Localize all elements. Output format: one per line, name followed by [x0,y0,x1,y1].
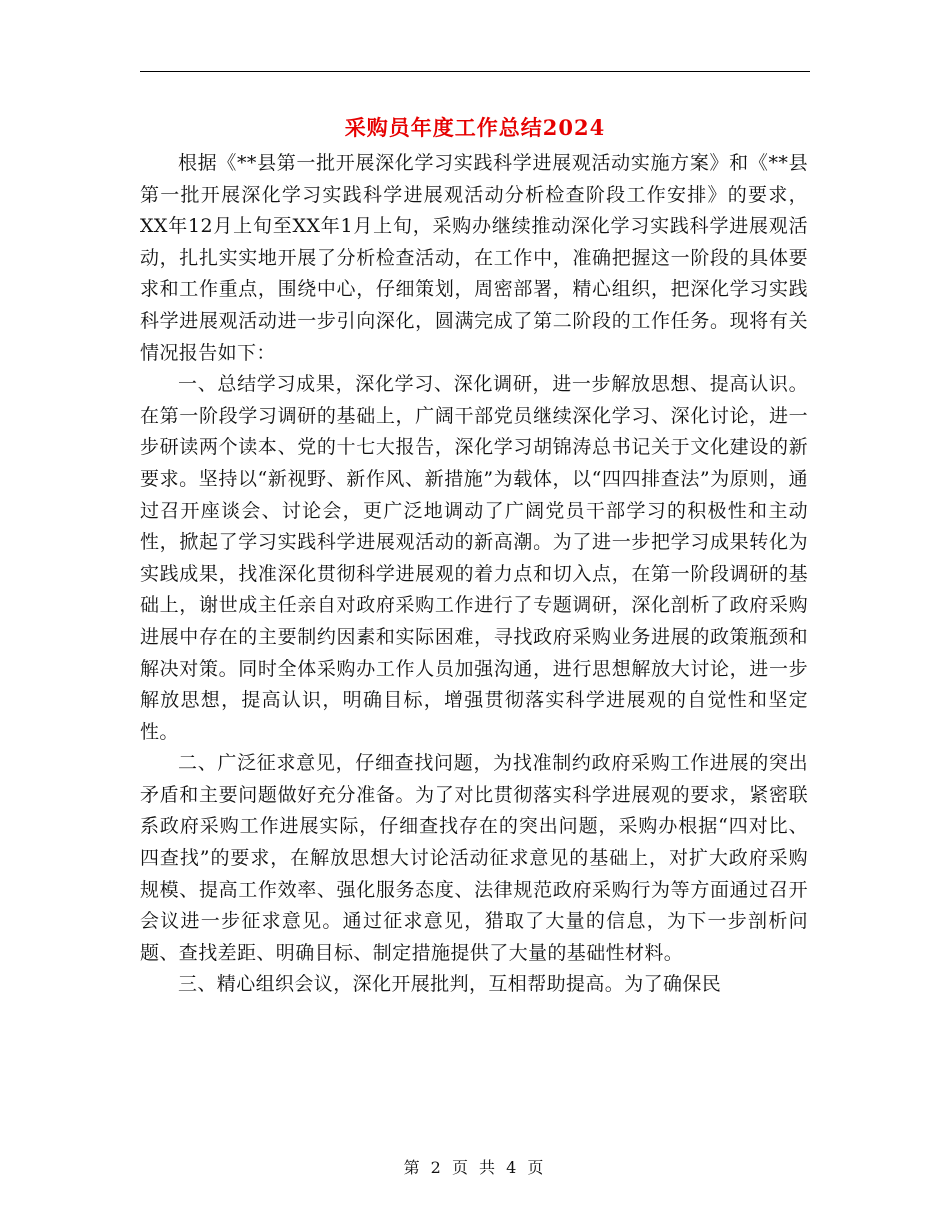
header-rule [140,71,810,72]
paragraph-section-3: 三、精心组织会议，深化开展批判，互相帮助提高。为了确保民 [178,973,722,996]
page-indicator: 第 2 页 共 4 页 [403,1158,547,1177]
paragraph-section-1: 一、总结学习成果，深化学习、深化调研，进一步解放思想、提高认识。在第一阶段学习调研的基础上，广阔干部党员继续深化学习、深化讨论，进一步研读两个读本、党的十七大报告，深化学习胡锦涛总书记关于文化建设的新要求。坚持以“新视野、新作风、新措施”为载体，以“四四排查法”为原则，通过召开座谈会、讨论会，更广泛地调动了广阔党员干部学习的积极性和主动性，掀起了学习实践科学进展观活动的新高潮。为了进一步把学习成果转化为实践成果，找准深化贯彻科学进展观的着力点和切入点，在第一阶段调研的基础上，谢世成主任亲自对政府采购工作进行了专题调研，深化剖析了政府采购进展中存在的主要制约因素和实际困难，寻找政府采购业务进展的政策瓶颈和解决对策。同时全体采购办工作人员加强沟通，进行思想解放大讨论，进一步解放思想，提高认识，明确目标，增强贯彻落实科学进展观的自觉性和坚定性。 [140,373,808,743]
paragraph-section-2: 二、广泛征求意见，仔细查找问题，为找准制约政府采购工作进展的突出矛盾和主要问题做好充分准备。为了对比贯彻落实科学进展观的要求，紧密联系政府采购工作进展实际，仔细查找存在的突出问题，采购办根据“四对比、四查找”的要求，在解放思想大讨论活动征求意见的基础上，对扩大政府采购规模、提高工作效率、强化服务态度、法律规范政府采购行为等方面通过召开会议进一步征求意见。通过征求意见，猎取了大量的信息，为下一步剖析问题、查找差距、明确目标、制定措施提供了大量的基础性材料。 [140,752,808,964]
paragraph-intro: 根据《**县第一批开展深化学习实践科学进展观活动实施方案》和《**县第一批开展深化学习实践科学进展观活动分析检查阶段工作安排》的要求，XX年12月上旬至XX年1月上旬，采购办继续推动深化学习实践科学进展观活动，扎扎实实地开展了分析检查活动，在工作中，准确把握这一阶段的具体要求和工作重点，围绕中心，仔细策划，周密部署，精心组织，把深化学习实践科学进展观活动进一步引向深化，圆满完成了第二阶段的工作任务。现将有关情况报告如下： [140,152,808,364]
document-body [140,148,808,1001]
document-title: 采购员年度工作总结2024 [344,115,606,140]
